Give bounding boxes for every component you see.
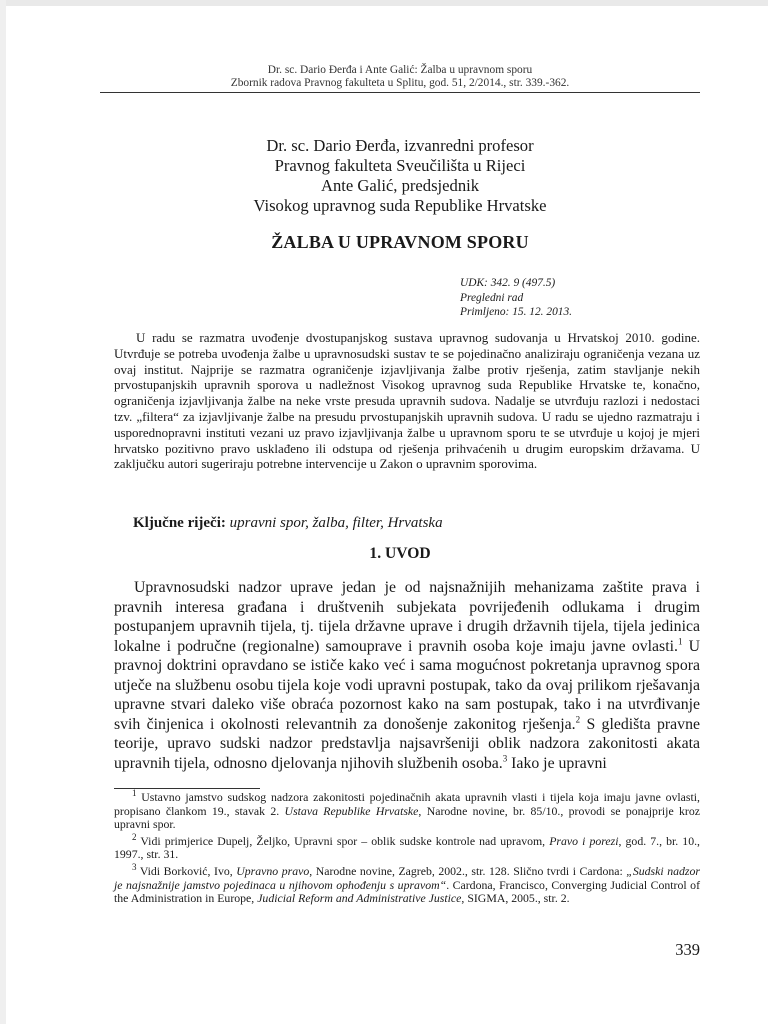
footnote-text-italic: Pravo i porezi <box>549 833 619 848</box>
author-line: Ante Galić, predsjednik <box>320 176 480 195</box>
header-rule <box>100 92 700 93</box>
paper-metadata <box>460 276 700 320</box>
paper-title: ŽALBA U UPRAVNOM SPORU <box>271 232 529 252</box>
footnote-3 <box>114 862 700 906</box>
footnote-text: Vidi primjerice Dupelj, Željko, Upravni spor – oblik sudske kontrole nad upravom, <box>136 833 550 848</box>
page-number: 339 <box>675 940 700 959</box>
running-header-line-2: Zbornik radova Pravnog fakulteta u Splitu, god. 51, 2/2014., str. 339.-362. <box>230 77 570 89</box>
footnote-text-italic: Judicial Reform and Administrative Justice <box>257 891 462 906</box>
footnote-text: , Narodne novine, br. 85/10., provodi se ponajprije kroz upravni spor. <box>114 803 700 832</box>
author-line: Visokog upravnog suda Republike Hrvatske <box>253 196 547 215</box>
udk-code: UDK: 342. 9 (497.5) <box>460 277 556 289</box>
footnote-text: Ustavno jamstvo sudskog nadzora zakonitosti pojedinačnih akata upravnih vlasti i tijela koja imaju javne ovlasti, propisano člankom 19., stavak 2. <box>114 790 700 818</box>
author-affiliations <box>100 136 700 216</box>
keywords <box>133 514 700 533</box>
footnote-mark: 1 <box>132 788 137 799</box>
author-line: Dr. sc. Dario Đerđa, izvanredni profesor <box>266 136 534 155</box>
document-page <box>100 0 700 1024</box>
footnote-ref-3[interactable]: 3 <box>502 753 508 764</box>
paper-type: Pregledni rad <box>460 291 524 304</box>
body-text-part: Upravnosudski nadzor uprave jedan je od najsnažnijih mehanizama zaštite prava i pravnih interesa građana i društvenih subjekata povrijeđenih odlukama i drugim postupanjem upravnih tijela, tj. tijela državne uprave i drugih državnih tijela, tijela jedinica lokalne i područne (regionalne) samouprave i pravnih osoba koje imaju javne ovlasti. <box>114 579 700 655</box>
received-date: Primljeno: 15. 12. 2013. <box>460 306 572 319</box>
footnote-mark: 3 <box>132 862 137 873</box>
footnote-text-italic: Ustava Republike Hrvatske <box>284 803 419 818</box>
footnote-mark: 2 <box>132 831 137 842</box>
footnote-ref-2[interactable]: 2 <box>575 714 581 725</box>
footnote-quote: „Sudski nadzor je najsnažnije jamstvo pojedinaca u njihovom ophođenju s upravom“ <box>114 863 700 892</box>
running-header <box>100 64 700 90</box>
footnote-text-italic: Upravno pravo <box>236 863 310 878</box>
body-paragraph <box>114 578 700 773</box>
author-line: Pravnog fakulteta Sveučilišta u Rijeci <box>274 156 526 175</box>
abstract: U radu se razmatra uvođenje dvostupanjskog sustava upravnog sudovanja u Hrvatskoj 2010. godine. Utvrđuje se potreba uvođenja žalbe u upravnosudski sustav te se pojedinačno analiziraju ograničenja vezana uz ovaj institut. Najprije se razmatra ograničenje izjavljivanja žalbe protiv rješenja, zatim stavljanje nekih prvostupanjskih upravnih sporova u nadležnost Visokog upravnog suda Republike Hrvatske te, konačno, ograničenja izjavljivanja žalbe na neke vrste presuda upravnih sudova. Nadalje se utvrđuju razlozi i nedostaci tzv. „filtera“ za izjavljivanje žalbe na presudu prvostupanjskih upravnih sudova. U radu se ujedno razmatraju i usporednopravni instituti vezani uz pravo izjavljivanja žalbe u upravnom sporu te se utvrđuje u kojoj je mjeri hrvatsko pozitivno pravo usklađeno ili odstupa od rješenja prihvaćenih u drugim europskim državama. U zaključku autori sugeriraju potrebne intervencije u Zakon o upravnim sporovima. <box>114 330 700 472</box>
body-text-part: S gledišta pravne teorije, upravo sudski nadzor predstavlja najsavršeniji oblik nadzora zakonitosti akata upravnih tijela, odnosno djelovanja njihovih službenih osoba. <box>114 715 700 772</box>
keywords-label: Ključne riječi: <box>133 515 226 531</box>
footnote-text: , Narodne novine, Zagreb, 2002., str. 128. Slično tvrdi i Cardona: <box>309 863 627 878</box>
footnote-text: , god. 7., br. 10., 1997., str. 31. <box>114 833 701 862</box>
footnote-ref-1[interactable]: 1 <box>677 636 683 647</box>
footnote-text: . Cardona, Francisco, Converging Judicial Control of the Administration in Europe, <box>114 877 700 906</box>
section-heading: 1. UVOD <box>369 545 431 562</box>
footnote-text: , SIGMA, 2005., str. 2. <box>461 891 570 906</box>
body-text-part: Iako je upravni <box>507 754 607 772</box>
footnote-1 <box>114 788 700 832</box>
footnote-2 <box>114 831 701 862</box>
scan-edge-left <box>0 0 6 1024</box>
running-header-line-1: Dr. sc. Dario Đerđa i Ante Galić: Žalba u upravnom sporu <box>267 64 533 76</box>
footnotes <box>114 788 701 909</box>
footnote-text: Vidi Borković, Ivo, <box>136 863 237 878</box>
keywords-text: upravni spor, žalba, filter, Hrvatska <box>229 515 443 531</box>
body-text-part: U pravnoj doktrini opravdano se ističe kako već i sama mogućnost pokretanja upravnog spora utječe na službenu osobu tijela koje vodi upravni postupak, tako da ovaj prilikom rješavanja upravne stvari daleko više obraća pozornost kako na sam postupak, tako i na utvrđivanje svih činjenica i okolnosti relevantnih za donošenje zakonitog rješenja. <box>114 637 701 733</box>
